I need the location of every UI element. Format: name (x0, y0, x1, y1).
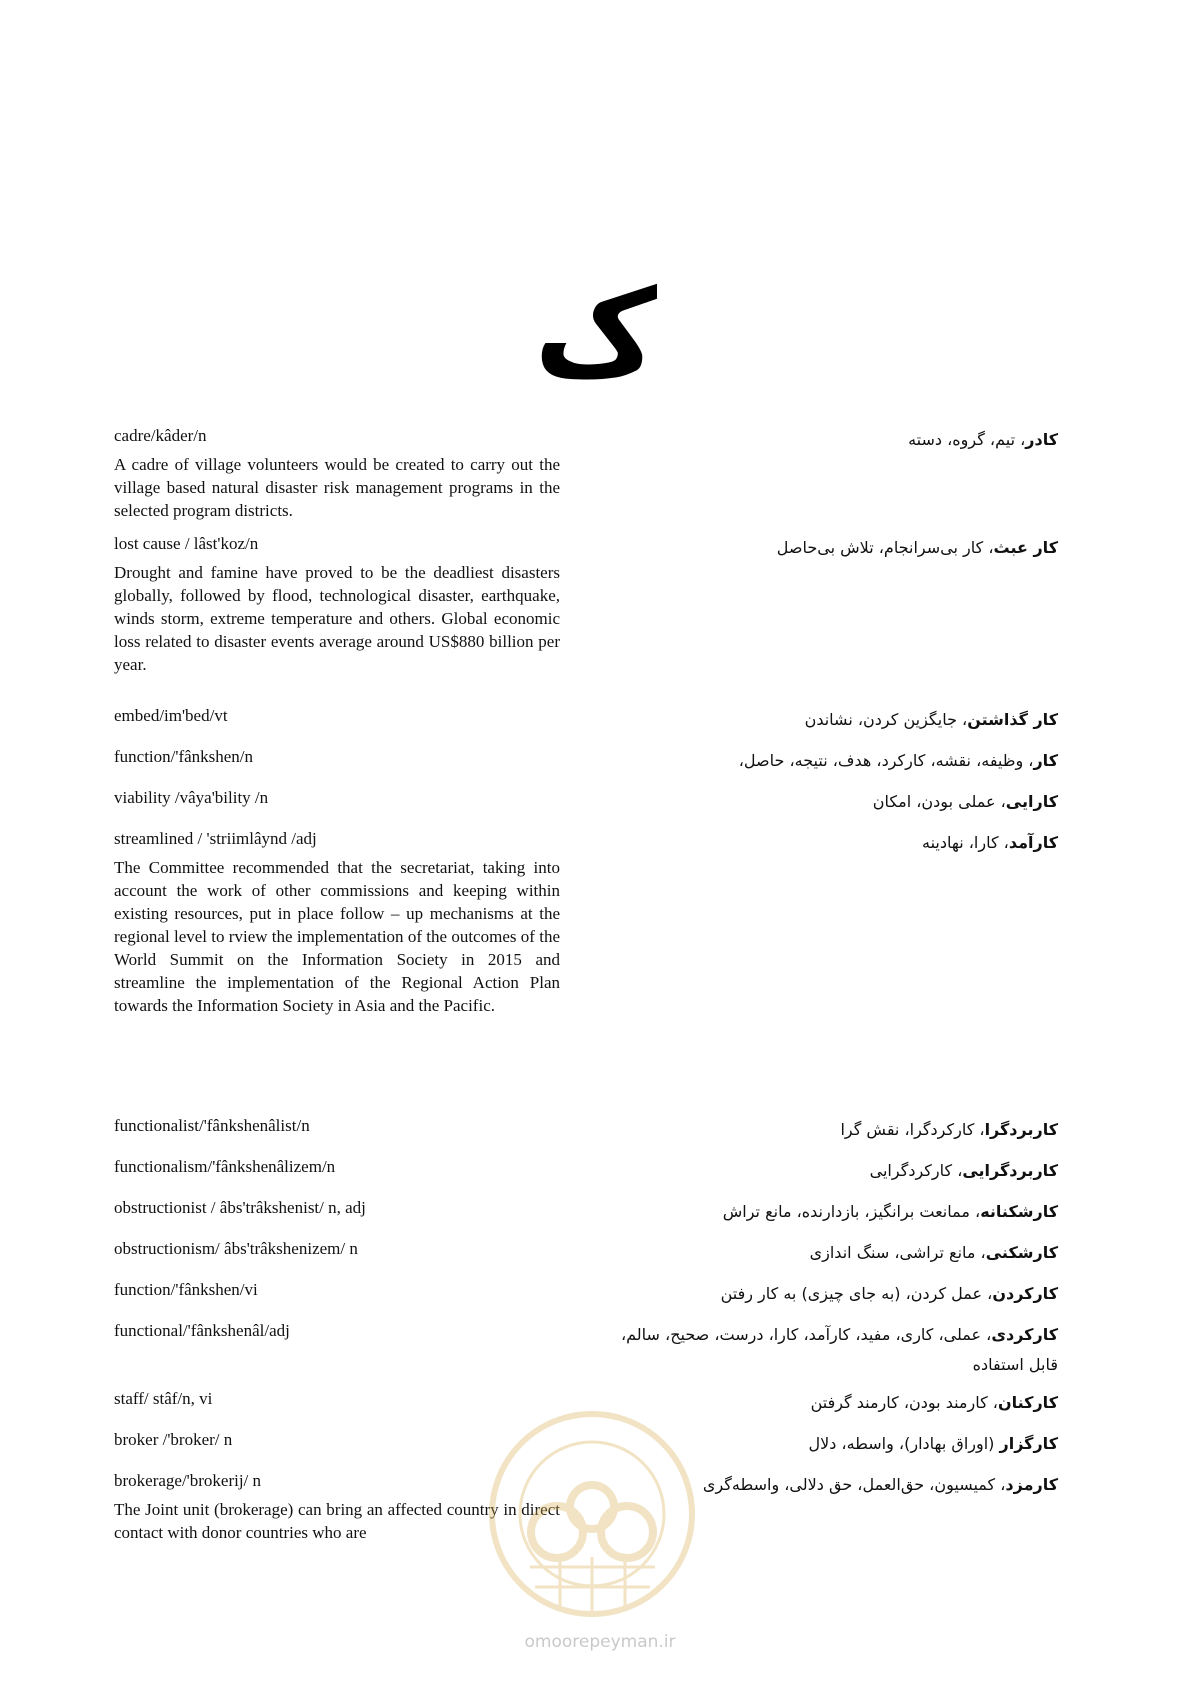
example-sentence: A cadre of village volunteers would be created to carry out the village based natural disaster risk management programs in the selected program districts. (114, 455, 560, 520)
example-sentence: The Joint unit (brokerage) can bring an affected country in direct contact with donor countries who are (114, 1500, 560, 1542)
persian-meanings: ، ممانعت برانگیز، بازدارنده، مانع تراش (722, 1202, 981, 1221)
persian-definition (588, 1197, 1058, 1227)
persian-definition (588, 1238, 1058, 1268)
english-term: function/'fânkshen/vi (114, 1280, 258, 1299)
persian-meanings: ، کارمند بودن، کارمند گرفتن (810, 1393, 998, 1412)
persian-meanings: ، مانع تراشی، سنگ اندازی (809, 1243, 986, 1262)
english-term: viability /vâya'bility /n (114, 788, 269, 807)
watermark-logo (485, 1407, 700, 1622)
persian-meanings: ، کارکردگرایی (869, 1161, 963, 1180)
persian-definition (588, 787, 1058, 817)
persian-meanings: (اوراق بهادار)، واسطه، دلال (808, 1434, 1000, 1453)
persian-meanings: ، کارا، نهادینه (921, 833, 1009, 852)
persian-meanings: ، جایگزین کردن، نشاندن (804, 710, 968, 729)
persian-definition (588, 828, 1058, 858)
english-term: obstructionism/ âbs'trâkshenizem/ n (114, 1239, 358, 1258)
persian-definition (588, 746, 1058, 776)
persian-headword: کار گذاشتن (967, 710, 1058, 729)
english-term: functionalist/'fânkshenâlist/n (114, 1116, 310, 1135)
example-sentence: Drought and famine have proved to be the deadliest disasters globally, followed by flood, technological disaster, earthquake, winds storm, extreme temperature and others. Global economic loss related to disaster events average around US$880 billion per year. (114, 563, 560, 674)
persian-headword: کارگزار (999, 1434, 1058, 1453)
english-term: staff/ stâf/n, vi (114, 1389, 213, 1408)
english-term: functional/'fânkshenâl/adj (114, 1321, 290, 1340)
persian-headword: کارآمد (1008, 833, 1058, 852)
persian-meanings: ، عمل کردن، (به جای چیزی) به کار رفتن (720, 1284, 993, 1303)
english-term: obstructionist / âbs'trâkshenist/ n, adj (114, 1198, 366, 1217)
persian-definition (588, 425, 1058, 455)
persian-headword: کارشکنی (985, 1243, 1058, 1262)
persian-meanings: ، تیم، گروه، دسته (908, 430, 1026, 449)
persian-definition (588, 705, 1058, 735)
persian-definition (588, 1279, 1058, 1309)
english-term: broker /'broker/ n (114, 1430, 233, 1449)
persian-headword: کادر (1025, 430, 1058, 449)
persian-meanings: ، عملی بودن، امکان (872, 792, 1006, 811)
persian-meanings: ، کارکردگرا، نقش گرا (840, 1120, 985, 1139)
english-term: cadre/kâder/n (114, 426, 207, 445)
persian-headword: کار عبث (993, 538, 1058, 557)
persian-headword: کار (1033, 751, 1058, 770)
persian-headword: کارشکنانه (980, 1202, 1058, 1221)
persian-meanings: ، وظیفه، نقشه، کارکرد، هدف، نتیجه، حاصل، (738, 751, 1034, 770)
persian-definition (588, 1115, 1058, 1145)
english-term: streamlined / 'striimlâynd /adj (114, 829, 317, 848)
persian-meanings: ، عملی، کاری، مفید، کارآمد، کارا، درست، صحیح، سالم، قابل استفاده (620, 1325, 1058, 1374)
section-letter: ک (534, 265, 657, 404)
persian-headword: کارکردی (991, 1325, 1058, 1344)
persian-headword: کارکردن (992, 1284, 1058, 1303)
persian-headword: کاربردگرا (984, 1120, 1058, 1139)
persian-definition (588, 1156, 1058, 1186)
english-term: lost cause / lâst'koz/n (114, 534, 259, 553)
persian-headword: کاربردگرایی (962, 1161, 1058, 1180)
persian-headword: کارمزد (1005, 1475, 1058, 1494)
example-sentence: The Committee recommended that the secretariat, taking into account the work of other commissions and keeping within existing resources, put in place follow – up mechanisms at the regional level to rview the implementation of the outcomes of the World Summit on the Information Society in 2015 and streamline the implementation of the Regional Action Plan towards the Information Society in Asia and the Pacific. (114, 858, 560, 1015)
english-term: embed/im'bed/vt (114, 706, 228, 725)
persian-meanings: ، کمیسیون، حق‌العمل، حق دلالی، واسطه‌گری (702, 1475, 1006, 1494)
english-term: functionalism/'fânkshenâlizem/n (114, 1157, 336, 1176)
persian-headword: کارکنان (997, 1393, 1058, 1412)
watermark-url: omoorepeyman.ir (524, 1632, 676, 1652)
persian-definition (588, 533, 1058, 563)
persian-headword: کارایی (1005, 792, 1058, 811)
english-term: brokerage/'brokerij/ n (114, 1471, 262, 1490)
persian-definition (588, 1320, 1058, 1380)
persian-meanings: ، کار بی‌سرانجام، تلاش بی‌حاصل (776, 538, 994, 557)
english-term: function/'fânkshen/n (114, 747, 254, 766)
